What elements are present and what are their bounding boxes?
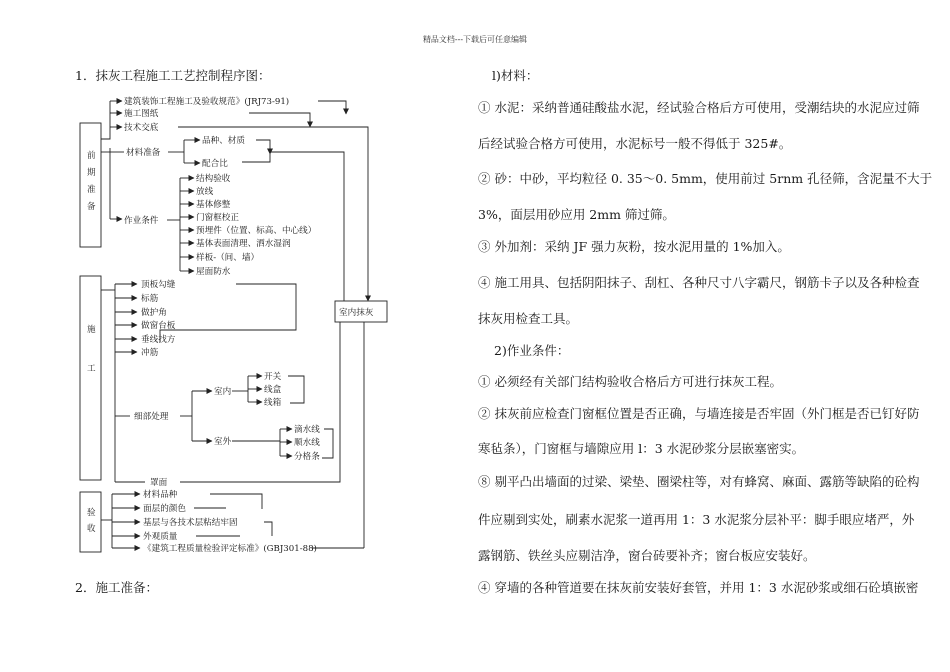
- construction-item: 垂线找方: [141, 335, 176, 345]
- acceptance-item: 材料品种: [143, 490, 178, 500]
- cover-label: 罩面: [150, 478, 168, 488]
- section-heading-1: 1．抹灰工程施工工艺控制程序图：: [75, 68, 271, 83]
- mix-label: 配合比: [202, 159, 228, 169]
- condition-item: 放线: [196, 187, 214, 197]
- paragraph-line: 露钢筋、铁丝头应剔洁净，窗台砖要补齐；窗台板应安装好。: [478, 548, 816, 563]
- condition-item: 屋面防水: [196, 267, 231, 277]
- section-heading-2: 2．施工准备：: [75, 580, 158, 595]
- paragraph-line: ④ 穿墙的各种管道要在抹灰前安装好套管，并用 1：3 水泥砂浆或细石砼填嵌密: [478, 580, 919, 595]
- paragraph-line: 件应剔到实处，刷素水泥浆一道再用 1：3 水泥浆分层补平：脚手眼应堵严，外: [478, 512, 915, 527]
- condition-item: 结构验收: [196, 174, 231, 184]
- phase-box-acceptance: [80, 492, 101, 552]
- phase-label-acceptance-2: 收: [87, 524, 96, 534]
- spec-label: 建筑装饰工程施工及验收规范》(JRJ73-91): [124, 97, 290, 107]
- indoor-item: 线箱: [264, 398, 282, 408]
- paragraph-line: ② 砂：中砂，平均粒径 0. 35～0. 5mm，使用前过 5rnm 孔径筛，含泥量不大于: [478, 171, 933, 186]
- condition-item: 样板-（间、墙）: [196, 253, 260, 263]
- construction-item: 冲筋: [141, 348, 159, 358]
- indoor-item: 开关: [264, 372, 282, 382]
- condition-item: 基体修整: [196, 200, 231, 210]
- materials-label: 材料准备: [126, 148, 161, 158]
- outdoor-item: 分格条: [294, 452, 320, 462]
- phase-label-construction-1: 施: [87, 325, 96, 335]
- phase-label-prep-1: 前: [87, 151, 96, 161]
- paragraph-line: 2)作业条件：: [494, 343, 570, 358]
- construction-item: 标筋: [141, 294, 159, 304]
- flow-lines: [80, 101, 387, 552]
- detail-label: 细部处理: [134, 412, 169, 422]
- paragraph-line: ③ 外加剂：采纳 JF 强力灰粉，按水泥用量的 1%加入。: [478, 239, 790, 254]
- paragraph-line: ② 抹灰前应检查门窗框位置是否正确，与墙连接是否牢固（外门框是否已钉好防: [478, 406, 920, 421]
- condition-item: 门窗框校正: [196, 213, 239, 223]
- condition-item: 基体表面清理、洒水湿润: [196, 239, 291, 249]
- paragraph-line: ⑧ 剔平凸出墙面的过梁、梁垫、圈梁柱等，对有蜂窝、麻面、露筋等缺陷的砼构: [478, 474, 920, 489]
- acceptance-standard: 《建筑工程质量检验评定标准》(GBJ301-88): [143, 544, 317, 554]
- work-conditions-label: 作业条件: [124, 216, 159, 226]
- flow-labels: [87, 95, 374, 554]
- tech-brief-label: 技术交底: [124, 123, 159, 133]
- outdoor-item: 滴水线: [294, 425, 320, 435]
- paragraph-line: ④ 施工用具、包括阴阳抹子、刮杠、各种尺寸八字霸尺，钢筋卡子以及各种检查: [478, 275, 920, 290]
- paragraph-line: ① 水泥：采纳普通硅酸盐水泥，经试验合格后方可使用，受潮结块的水泥应过筛: [478, 100, 920, 115]
- drawings-label: 施工图纸: [124, 109, 159, 119]
- acceptance-item: 面层的颜色: [143, 504, 186, 514]
- phase-label-acceptance-1: 验: [87, 508, 96, 518]
- indoor-item: 线盒: [264, 385, 282, 395]
- phase-label-prep-4: 备: [87, 202, 96, 212]
- phase-label-prep-3: 准: [87, 185, 96, 195]
- construction-item: 做窗台板: [141, 321, 176, 331]
- paragraph-line: l)材料：: [492, 68, 539, 83]
- condition-item: 预埋件（位置、标高、中心线）: [196, 226, 317, 236]
- paragraph-line: 抹灰用检查工具。: [478, 311, 579, 326]
- phase-label-prep-2: 期: [87, 168, 96, 178]
- outdoor-label: 室外: [214, 437, 232, 447]
- paragraph-line: 3%，面层用砂应用 2mm 筛过筛。: [478, 207, 675, 222]
- indoor-label: 室内: [214, 387, 232, 397]
- construction-item: 做护角: [141, 308, 167, 318]
- acceptance-item: 基层与各技术层粘结牢固: [143, 518, 238, 528]
- variety-label: 品种、材质: [202, 136, 245, 146]
- outdoor-item: 顺水线: [294, 438, 320, 448]
- indoor-plaster-label: 室内抹灰: [339, 308, 374, 318]
- paragraph-line: ① 必须经有关部门结构验收合格后方可进行抹灰工程。: [478, 374, 782, 389]
- phase-label-construction-2: 工: [87, 364, 96, 374]
- construction-item: 顶板勾缝: [141, 280, 176, 290]
- paragraph-line: 后经试验合格方可使用，水泥标号一般不得低于 325#。: [478, 136, 792, 151]
- acceptance-item: 外观质量: [143, 532, 178, 542]
- phase-box-construction: [80, 276, 101, 480]
- page-header-note: 精品文档---下载后可任意编辑: [422, 35, 528, 44]
- paragraph-line: 寒毡条），门窗框与墙隙应用 l：3 水泥砂浆分层嵌塞密实。: [478, 441, 805, 456]
